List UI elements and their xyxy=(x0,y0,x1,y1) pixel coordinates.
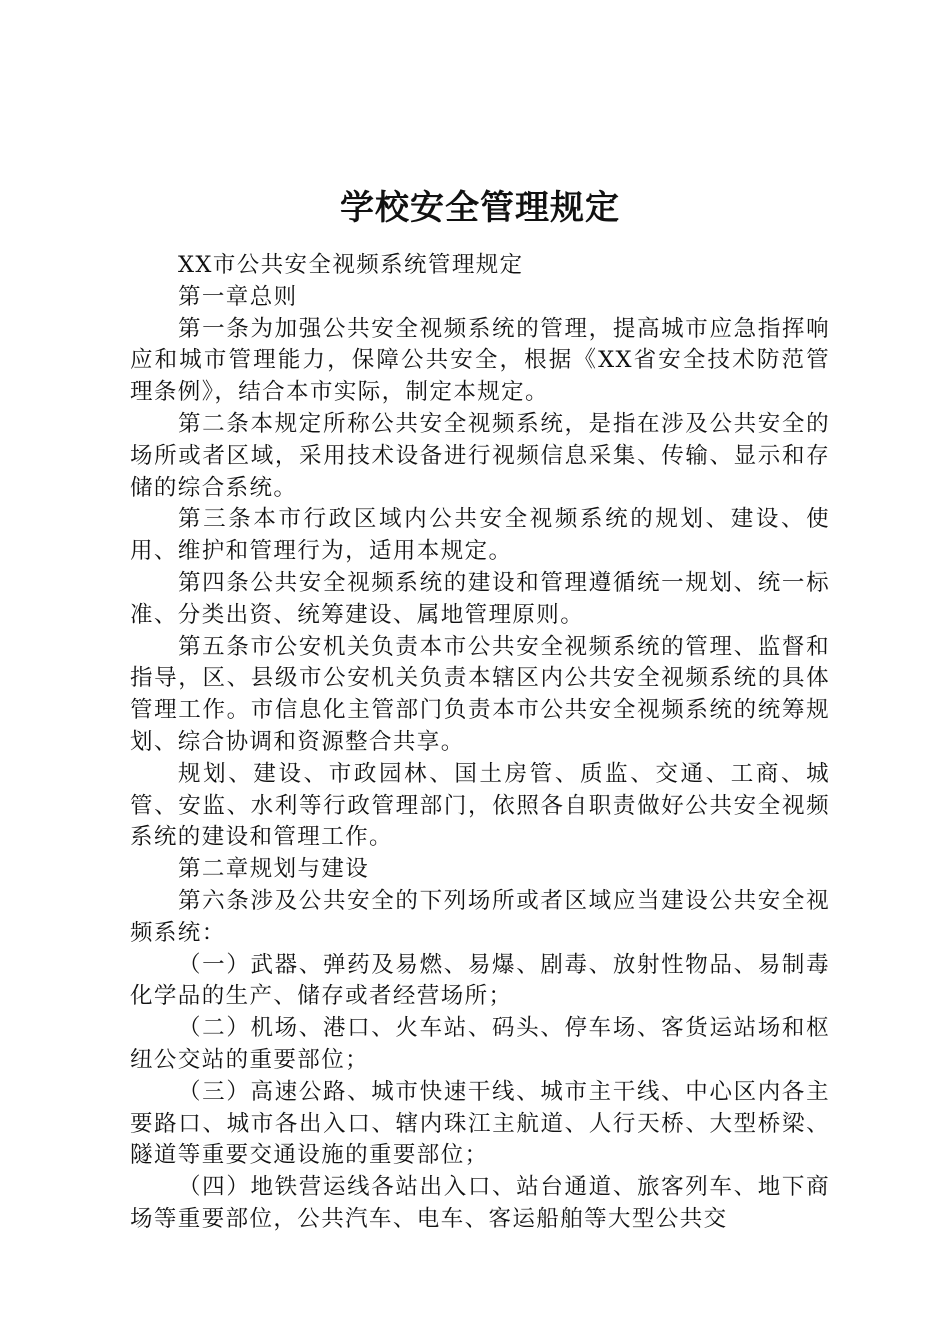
paragraph-item-1: （一）武器、弹药及易燃、易爆、剧毒、放射性物品、易制毒化学品的生产、储存或者经营场所； xyxy=(130,951,830,1010)
paragraph-article-6: 第六条涉及公共安全的下列场所或者区域应当建设公共安全视频系统： xyxy=(130,887,830,946)
document-title: 学校安全管理规定 xyxy=(340,188,620,228)
document-page xyxy=(130,178,830,1236)
paragraph-article-5-continued: 规划、建设、市政园林、国土房管、质监、交通、工商、城管、安监、水利等行政管理部门，依照各自职责做好公共安全视频系统的建设和管理工作。 xyxy=(130,760,830,851)
paragraph-article-1: 第一条为加强公共安全视频系统的管理，提高城市应急指挥响应和城市管理能力，保障公共安全，根据《XX省安全技术防范管理条例》，结合本市实际，制定本规定。 xyxy=(130,315,830,406)
paragraph-article-2: 第二条本规定所称公共安全视频系统，是指在涉及公共安全的场所或者区域，采用技术设备进行视频信息采集、传输、显示和存储的综合系统。 xyxy=(130,410,830,501)
paragraph-item-3: （三）高速公路、城市快速干线、城市主干线、中心区内各主要路口、城市各出入口、辖内珠江主航道、人行天桥、大型桥梁、隧道等重要交通设施的重要部位； xyxy=(130,1078,830,1169)
paragraph-article-5: 第五条市公安机关负责本市公共安全视频系统的管理、监督和指导，区、县级市公安机关负责本辖区内公共安全视频系统的具体管理工作。市信息化主管部门负责本市公共安全视频系统的统筹规划、综合协调和资源整合共享。 xyxy=(130,633,830,755)
paragraph-article-3: 第三条本市行政区域内公共安全视频系统的规划、建设、使用、维护和管理行为，适用本规定。 xyxy=(130,506,830,565)
paragraph-item-4: （四）地铁营运线各站出入口、站台通道、旅客列车、地下商场等重要部位，公共汽车、电车、客运船舶等大型公共交 xyxy=(130,1174,830,1232)
paragraph-subtitle: XX市公共安全视频系统管理规定 xyxy=(178,252,524,278)
paragraph-chapter-2: 第二章规划与建设 xyxy=(178,856,370,883)
paragraph-item-2: （二）机场、港口、火车站、码头、停车场、客货运站场和枢纽公交站的重要部位； xyxy=(130,1015,830,1073)
paragraph-chapter-1: 第一章总则 xyxy=(178,283,298,310)
paragraph-article-4: 第四条公共安全视频系统的建设和管理遵循统一规划、统一标准、分类出资、统筹建设、属地管理原则。 xyxy=(130,569,830,628)
